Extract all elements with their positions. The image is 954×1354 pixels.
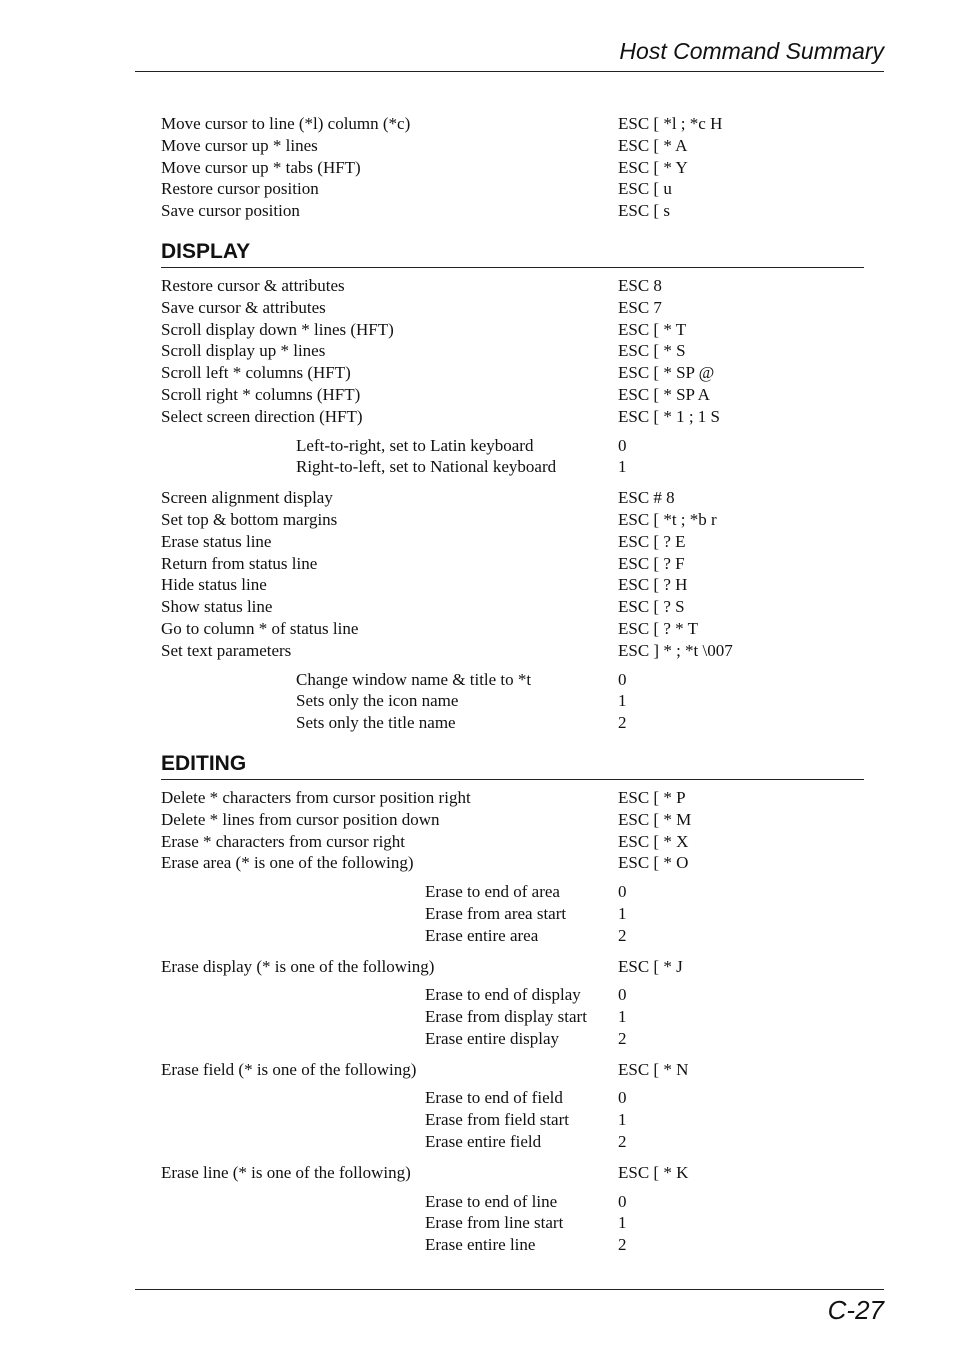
command-label: Erase line (* is one of the following) [161, 1162, 411, 1182]
command-code: ESC [ ? F [618, 553, 685, 573]
command-row [161, 596, 864, 618]
command-label: Scroll display up * lines [161, 341, 326, 361]
erase-display-row [161, 956, 864, 978]
command-code: ESC [ * Y [618, 157, 688, 177]
option-value: 1 [618, 457, 627, 477]
command-code: ESC [ * N [618, 1059, 689, 1079]
option-value: 1 [618, 1110, 627, 1130]
option-value: 2 [618, 925, 627, 945]
command-row [161, 157, 864, 179]
erase-field-options [161, 1087, 864, 1152]
option-label: Erase entire line [425, 1235, 536, 1255]
command-code: ESC [ u [618, 179, 672, 199]
command-code: ESC [ *t ; *b r [618, 509, 717, 529]
option-row [161, 881, 864, 903]
text-parameter-options [161, 669, 864, 734]
section-heading-editing: EDITING [161, 752, 864, 780]
command-label: Set top & bottom margins [161, 509, 338, 529]
option-value: 1 [618, 903, 627, 923]
command-code: ESC [ s [618, 201, 670, 221]
command-label: Move cursor up * tabs (HFT) [161, 157, 361, 177]
option-label: Sets only the title name [296, 713, 456, 733]
option-label: Erase to end of area [425, 882, 560, 902]
option-row [161, 984, 864, 1006]
option-row [161, 1006, 864, 1028]
page-number: C-27 [827, 1295, 884, 1325]
option-value: 0 [618, 1191, 627, 1211]
option-label: Erase from area start [425, 903, 567, 923]
option-label: Erase to end of field [425, 1088, 563, 1108]
option-value: 1 [618, 1213, 627, 1233]
option-label: Right-to-left, set to National keyboard [296, 457, 557, 477]
command-code: ESC ] * ; *t \007 [618, 640, 733, 660]
command-label: Scroll display down * lines (HFT) [161, 319, 394, 339]
command-code: ESC 7 [618, 297, 662, 317]
command-label: Hide status line [161, 575, 267, 595]
option-row [161, 1028, 864, 1050]
command-label: Erase area (* is one of the following) [161, 853, 414, 873]
command-label: Restore cursor position [161, 179, 319, 199]
command-code: ESC [ *l ; *c H [618, 114, 723, 133]
command-code: ESC [ * K [618, 1162, 689, 1182]
option-value: 0 [618, 669, 627, 689]
command-row [161, 384, 864, 406]
command-label: Show status line [161, 597, 273, 617]
command-row [161, 618, 864, 640]
option-row [161, 1109, 864, 1131]
option-label: Erase entire area [425, 925, 539, 945]
screen-direction-options [161, 435, 864, 479]
command-label: Erase status line [161, 531, 272, 551]
command-row [161, 178, 864, 200]
command-code: ESC [ * J [618, 956, 683, 976]
command-code: ESC [ * S [618, 341, 686, 361]
command-label: Move cursor up * lines [161, 135, 318, 155]
command-row [161, 487, 864, 509]
command-code: ESC [ * 1 ; 1 S [618, 406, 721, 426]
command-label: Go to column * of status line [161, 618, 359, 638]
option-value: 2 [618, 1132, 627, 1152]
command-row [161, 640, 864, 662]
option-label: Change window name & title to *t [296, 669, 532, 689]
command-row [161, 809, 864, 831]
option-label: Erase to end of line [425, 1191, 558, 1211]
option-value: 1 [618, 691, 627, 711]
command-row [161, 509, 864, 531]
command-row [161, 362, 864, 384]
command-summary-content [161, 113, 864, 1256]
command-code: ESC [ ? S [618, 597, 685, 617]
command-row [161, 574, 864, 596]
command-label: Screen alignment display [161, 488, 333, 508]
command-code: ESC [ * X [618, 831, 689, 851]
command-label: Delete * characters from cursor position right [161, 787, 471, 807]
option-row [161, 903, 864, 925]
option-row [161, 690, 864, 712]
option-row [161, 669, 864, 691]
command-row [161, 340, 864, 362]
option-label: Erase from field start [425, 1110, 569, 1130]
command-code: ESC [ * A [618, 135, 688, 155]
erase-line-options [161, 1191, 864, 1256]
command-row [161, 531, 864, 553]
option-label: Erase entire display [425, 1028, 560, 1048]
command-row [161, 135, 864, 157]
option-value: 0 [618, 435, 627, 455]
command-label: Restore cursor & attributes [161, 275, 345, 295]
command-code: ESC [ ? * T [618, 618, 698, 638]
section-heading-display: DISPLAY [161, 240, 864, 268]
command-code: ESC [ ? E [618, 531, 686, 551]
command-code: ESC # 8 [618, 488, 675, 508]
option-value: 2 [618, 713, 627, 733]
status-line-commands-list [161, 487, 864, 661]
command-code: ESC [ * O [618, 853, 689, 873]
command-row [161, 275, 864, 297]
command-label: Move cursor to line (*l) column (*c) [161, 114, 411, 133]
command-label: Erase display (* is one of the following) [161, 956, 435, 976]
option-value: 2 [618, 1028, 627, 1048]
display-commands-list [161, 275, 864, 428]
command-label: Scroll left * columns (HFT) [161, 363, 351, 383]
option-label: Erase from line start [425, 1213, 564, 1233]
option-row [161, 435, 864, 457]
command-row [161, 200, 864, 222]
command-label: Set text parameters [161, 640, 292, 660]
command-label: Save cursor & attributes [161, 297, 326, 317]
option-row [161, 925, 864, 947]
footer-rule [135, 1289, 884, 1290]
command-label: Erase * characters from cursor right [161, 831, 406, 851]
option-label: Erase to end of display [425, 985, 581, 1005]
command-code: ESC [ ? H [618, 575, 688, 595]
option-row [161, 1087, 864, 1109]
option-value: 0 [618, 1088, 627, 1108]
command-row [161, 319, 864, 341]
command-row [161, 406, 864, 428]
erase-field-row [161, 1059, 864, 1081]
option-row [161, 1191, 864, 1213]
command-code: ESC [ * P [618, 787, 686, 807]
option-row [161, 1234, 864, 1256]
option-label: Left-to-right, set to Latin keyboard [296, 435, 534, 455]
option-row [161, 1212, 864, 1234]
command-code: ESC [ * M [618, 809, 692, 829]
option-value: 1 [618, 1007, 627, 1027]
header-rule [135, 71, 884, 72]
command-code: ESC 8 [618, 275, 662, 295]
option-value: 0 [618, 985, 627, 1005]
command-label: Return from status line [161, 553, 318, 573]
command-label: Scroll right * columns (HFT) [161, 384, 361, 404]
command-row [161, 113, 864, 135]
command-row [161, 787, 864, 809]
option-value: 0 [618, 882, 627, 902]
command-label: Delete * lines from cursor position down [161, 809, 440, 829]
option-label: Erase entire field [425, 1132, 542, 1152]
command-code: ESC [ * SP @ [618, 363, 715, 383]
option-value: 2 [618, 1235, 627, 1255]
option-row [161, 1131, 864, 1153]
option-row [161, 456, 864, 478]
command-row [161, 831, 864, 853]
cursor-commands-list [161, 113, 864, 222]
option-label: Erase from display start [425, 1007, 587, 1027]
erase-line-row [161, 1162, 864, 1184]
command-code: ESC [ * SP A [618, 384, 710, 404]
command-row [161, 553, 864, 575]
option-label: Sets only the icon name [296, 691, 459, 711]
command-label: Erase field (* is one of the following) [161, 1059, 417, 1079]
erase-area-options [161, 881, 864, 946]
command-code: ESC [ * T [618, 319, 687, 339]
editing-commands-list [161, 787, 864, 874]
running-header-title: Host Command Summary [619, 38, 884, 64]
command-label: Save cursor position [161, 201, 300, 221]
command-row [161, 852, 864, 874]
option-row [161, 712, 864, 734]
command-label: Select screen direction (HFT) [161, 406, 363, 426]
erase-display-options [161, 984, 864, 1049]
command-row [161, 297, 864, 319]
